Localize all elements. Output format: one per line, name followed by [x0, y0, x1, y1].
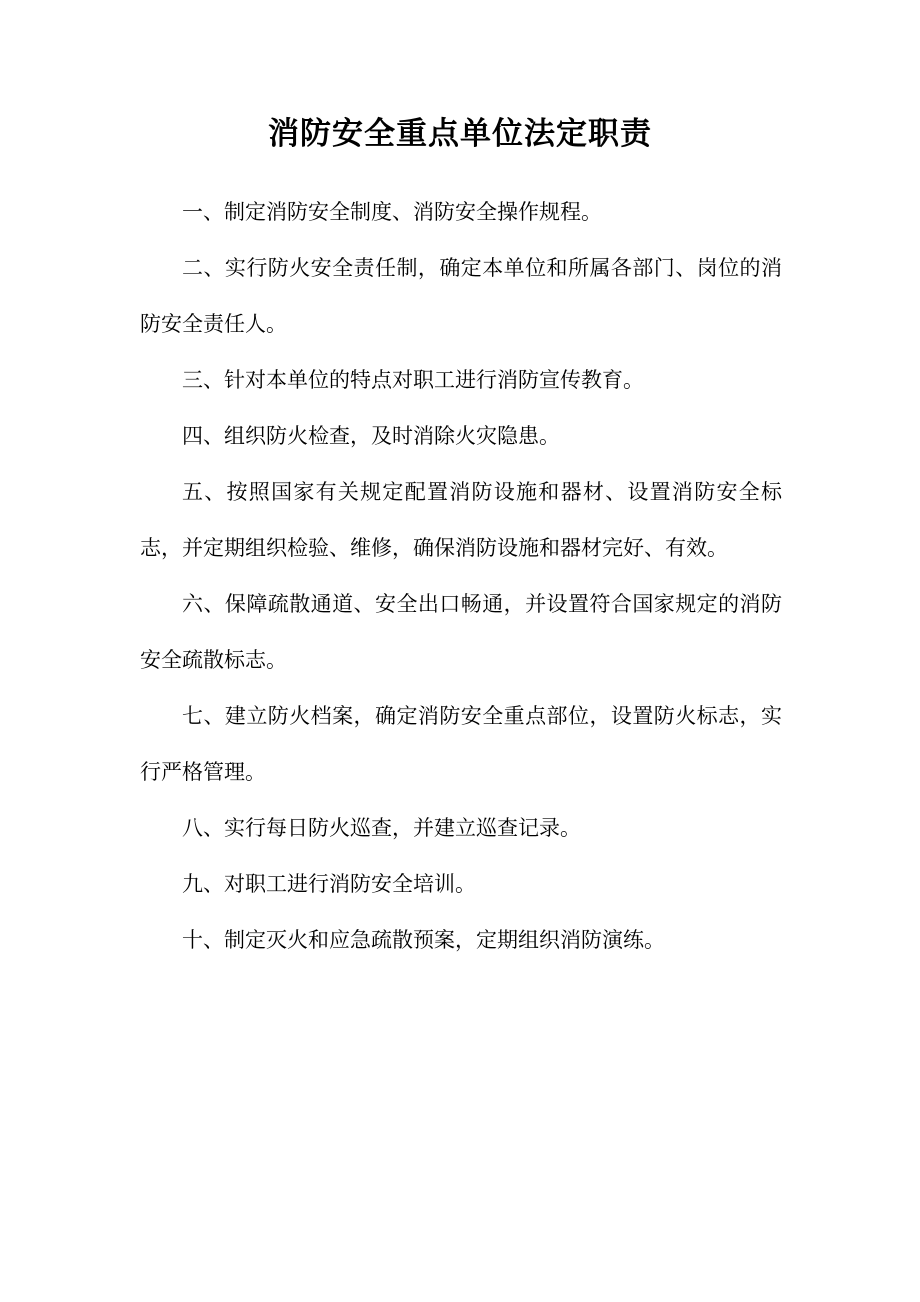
clause-6: 六、保障疏散通道、安全出口畅通，并设置符合国家规定的消防安全疏散标志。 — [140, 592, 782, 672]
clause-1: 一、制定消防安全制度、消防安全操作规程。 — [182, 200, 602, 224]
clause-10: 十、制定灭火和应急疏散预案，定期组织消防演练。 — [182, 928, 665, 952]
clause-9: 九、对职工进行消防安全培训。 — [182, 872, 476, 896]
clause-3: 三、针对本单位的特点对职工进行消防宣传教育。 — [182, 368, 644, 392]
clause-5: 五、按照国家有关规定配置消防设施和器材、设置消防安全标志，并定期组织检验、维修，确保消防设施和器材完好、有效。 — [140, 480, 782, 560]
document-title: 消防安全重点单位法定职责 — [268, 116, 652, 152]
clause-8: 八、实行每日防火巡查，并建立巡查记录。 — [182, 816, 581, 840]
clause-2: 二、实行防火安全责任制，确定本单位和所属各部门、岗位的消防安全责任人。 — [140, 256, 782, 336]
clause-4: 四、组织防火检查，及时消除火灾隐患。 — [182, 424, 560, 448]
clause-7: 七、建立防火档案，确定消防安全重点部位，设置防火标志，实行严格管理。 — [140, 704, 782, 784]
clause-list — [140, 184, 782, 968]
